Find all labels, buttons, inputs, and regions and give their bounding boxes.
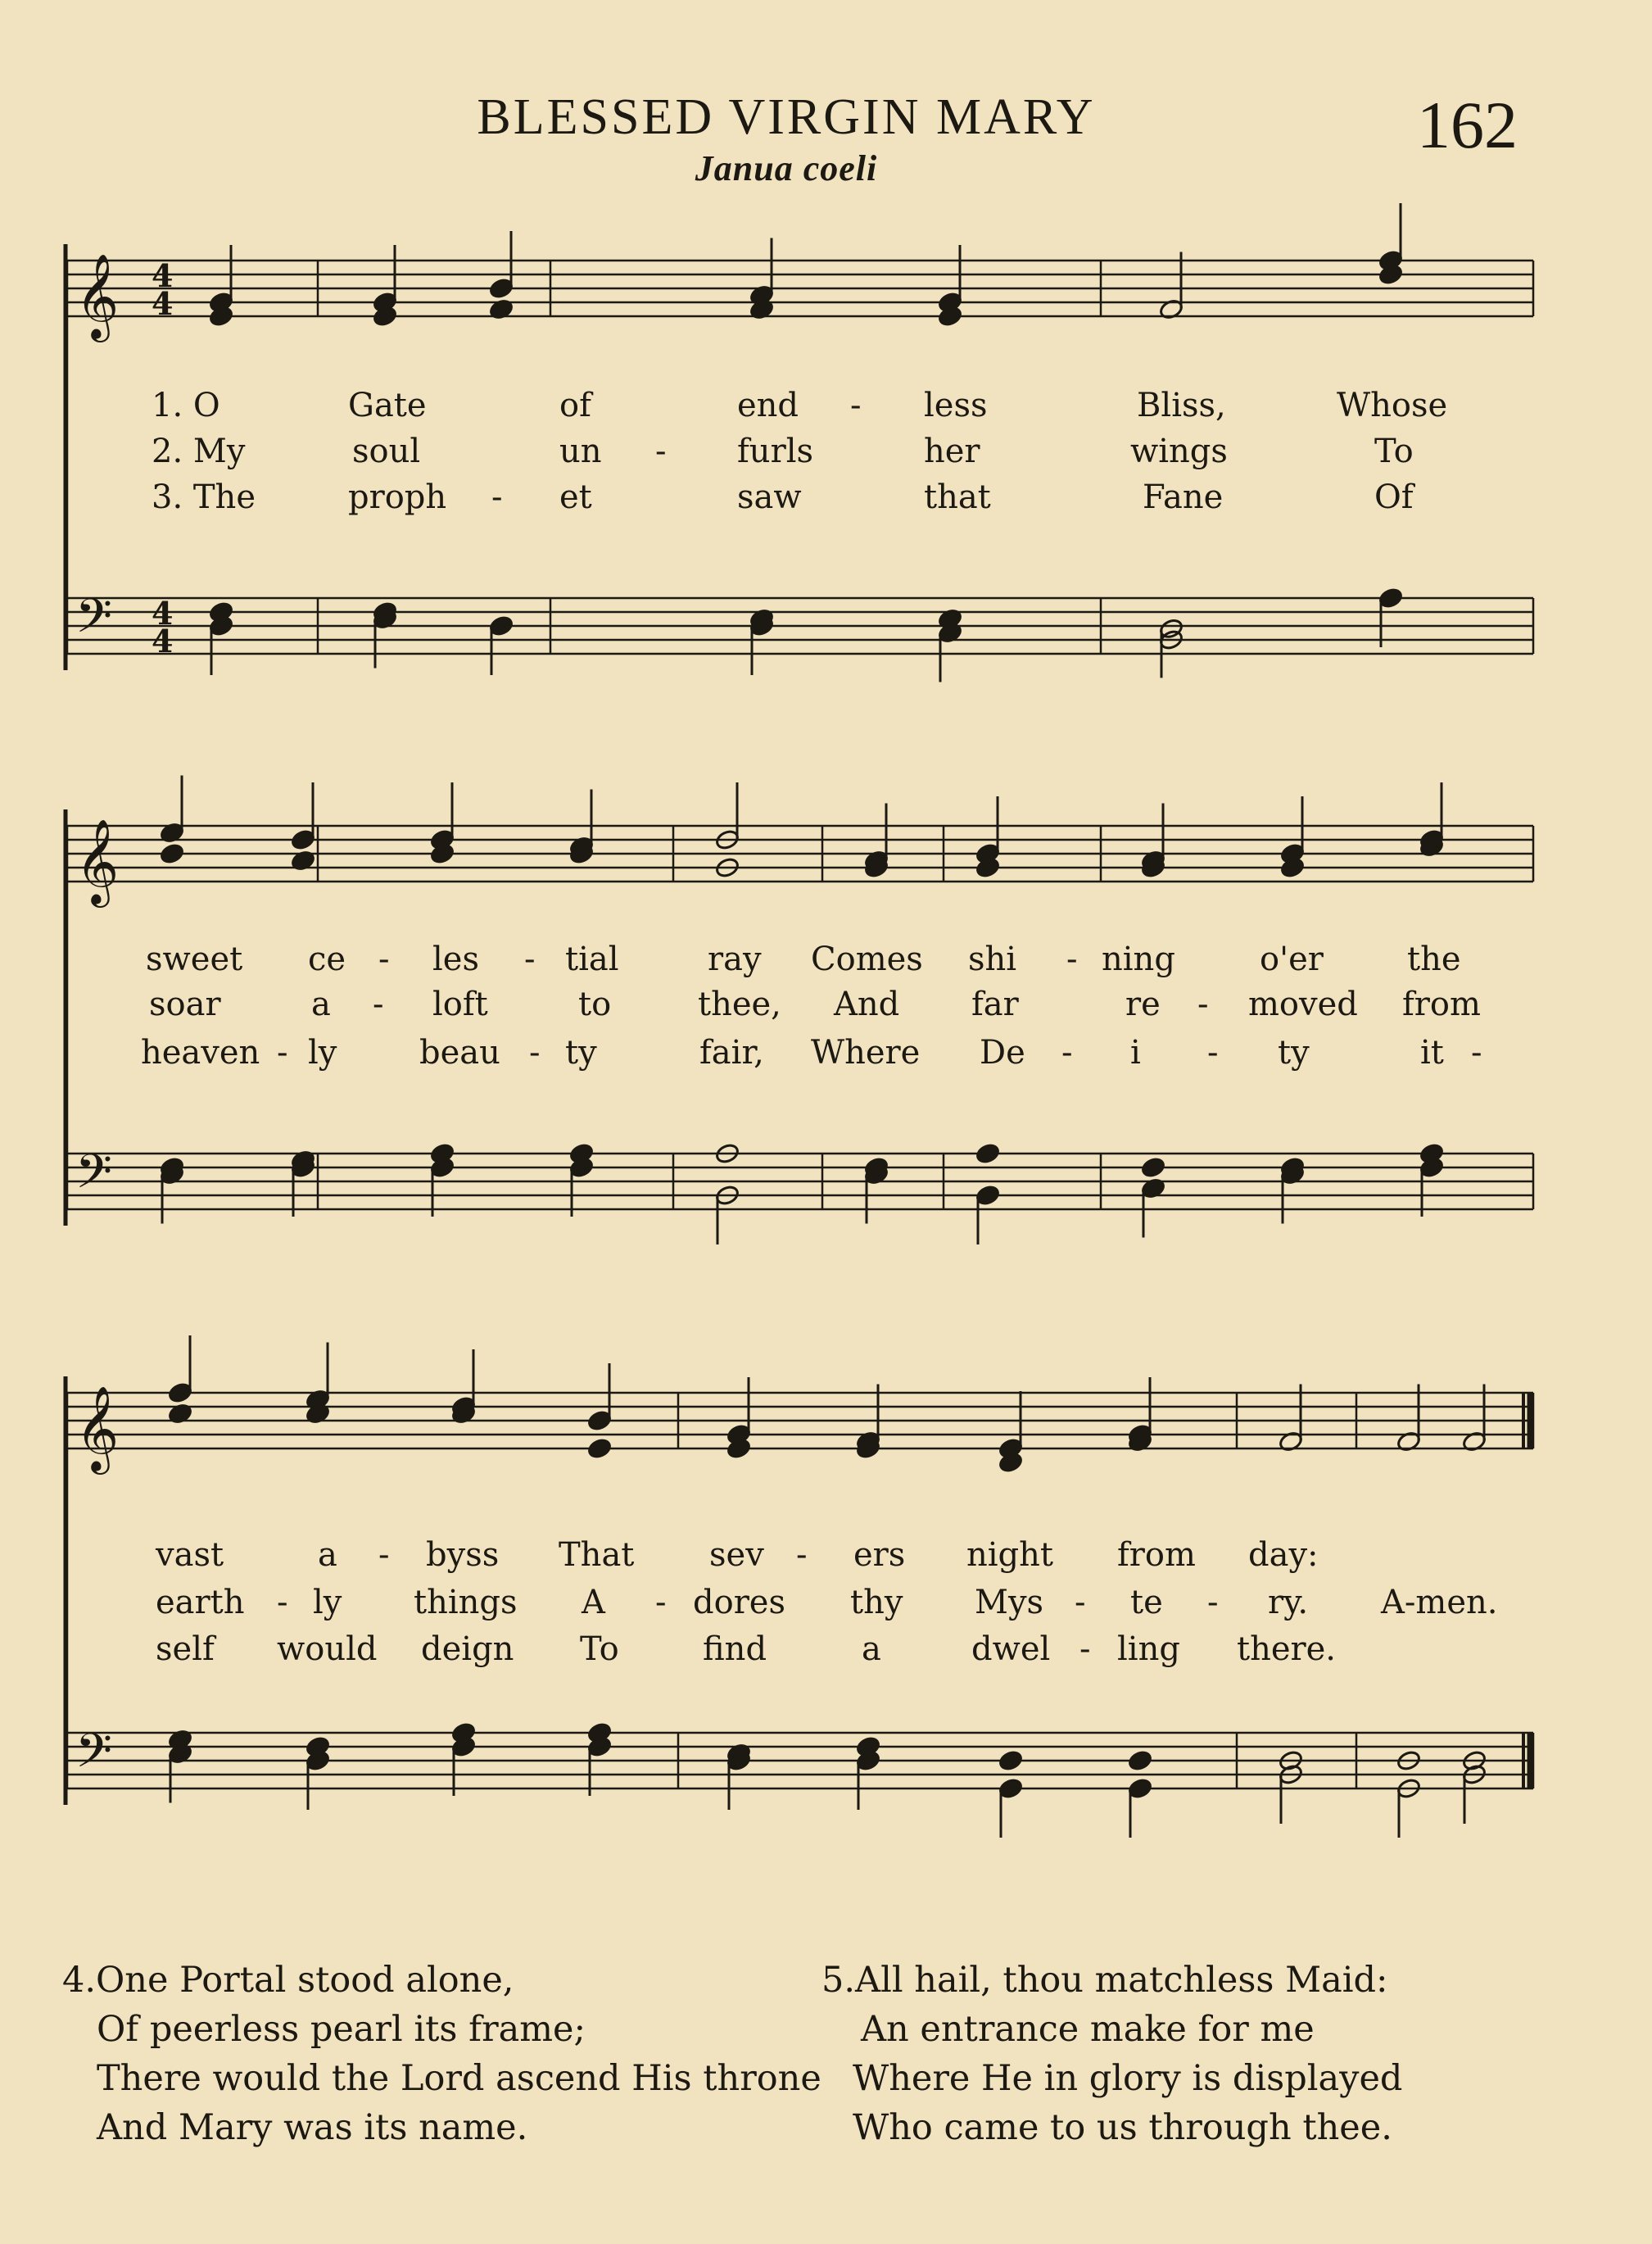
lyric-word: Comes: [811, 941, 923, 978]
lyric-word: find: [703, 1630, 767, 1668]
stanza-line: Who came to us through thee.: [853, 2107, 1392, 2148]
stanza-line: There would the Lord ascend His throne: [97, 2058, 821, 2099]
lyric-word: things: [414, 1584, 518, 1621]
lyric-word: 3. The: [152, 478, 256, 516]
lyric-word: -: [655, 1584, 667, 1621]
lyric-word: -: [655, 433, 667, 470]
notehead: [1140, 1156, 1165, 1178]
lyric-word: day:: [1248, 1536, 1319, 1574]
lyric-word: a: [862, 1630, 881, 1668]
lyric-word: les: [432, 941, 479, 978]
lyric-word: -: [529, 1034, 541, 1072]
lyric-word: i: [1130, 1034, 1141, 1072]
lyric-word: A-men.: [1381, 1584, 1498, 1621]
stanza-line: Of peerless pearl its frame;: [97, 2009, 586, 2050]
lyric-word: would: [277, 1630, 378, 1668]
notehead: [159, 842, 184, 864]
lyric-word: Whose: [1337, 387, 1448, 424]
lyric-word: earth: [156, 1584, 245, 1621]
lyric-word: dwel: [971, 1630, 1051, 1668]
lyric-word: from: [1402, 986, 1481, 1023]
lyric-word: -: [1197, 986, 1209, 1023]
lyric-word: ly: [308, 1034, 337, 1072]
lyric-word: 2. My: [152, 433, 246, 470]
treble-clef-icon: 𝄞: [75, 1385, 120, 1471]
stanza-line: Where He in glory is displayed: [853, 2058, 1403, 2099]
hymn-number: 162: [1417, 88, 1518, 162]
treble-clef-icon: 𝄞: [75, 253, 120, 339]
lyric-word: Fane: [1143, 478, 1224, 516]
lyric-word: dores: [693, 1584, 786, 1621]
lyric-word: sweet: [146, 941, 243, 978]
time-signature-denominator: 4: [152, 623, 174, 660]
notehead: [975, 1142, 1000, 1164]
bass-clef-icon: 𝄢: [75, 588, 113, 655]
stanza-4: [62, 1956, 821, 2152]
lyric-word: self: [156, 1630, 215, 1668]
lyric-word: it: [1420, 1034, 1444, 1072]
lyric-word: De: [980, 1034, 1025, 1072]
lyric-word: un: [559, 433, 602, 470]
lyric-word: ning: [1102, 941, 1175, 978]
lyric-word: loft: [432, 986, 488, 1023]
lyric-word: te: [1130, 1584, 1163, 1621]
lyric-word: deign: [421, 1630, 514, 1668]
lyric-word: To: [1374, 433, 1414, 470]
stanza-line: 4.One Portal stood alone,: [62, 1960, 514, 2001]
lyric-word: shi: [968, 941, 1017, 978]
hymn-title: BLESSED VIRGIN MARY: [477, 89, 1096, 145]
lyric-word: Of: [1374, 478, 1414, 516]
lyric-word: from: [1117, 1536, 1196, 1574]
lyric-word: end: [737, 387, 799, 424]
lyric-word: a: [311, 986, 331, 1023]
lyric-word: -: [1079, 1630, 1091, 1668]
lyric-word: heaven: [141, 1034, 260, 1072]
bass-clef-icon: 𝄢: [75, 1144, 113, 1211]
lyric-word: That: [559, 1536, 635, 1574]
lyric-word: -: [1207, 1034, 1219, 1072]
lyric-word: vast: [156, 1536, 224, 1574]
lyric-word: far: [971, 986, 1019, 1023]
lyric-word: -: [491, 478, 503, 516]
lyric-word: ling: [1117, 1630, 1180, 1668]
lyric-word: -: [378, 941, 390, 978]
hymn-subtitle: Janua coeli: [695, 148, 878, 188]
lyric-word: thee,: [698, 986, 781, 1023]
lyric-word: ty: [565, 1034, 597, 1072]
lyric-word: to: [578, 986, 612, 1023]
lyric-word: And: [834, 986, 900, 1023]
notehead: [998, 1749, 1023, 1771]
lyric-word: To: [580, 1630, 619, 1668]
lyric-word: re: [1125, 986, 1161, 1023]
stanza-line: And Mary was its name.: [97, 2107, 528, 2148]
lyric-word: Mys: [975, 1584, 1044, 1621]
lyric-word: -: [1061, 1034, 1073, 1072]
lyric-word: ce: [308, 941, 346, 978]
lyric-word: -: [1075, 1584, 1086, 1621]
notehead: [586, 1437, 612, 1459]
lyric-word: the: [1407, 941, 1461, 978]
time-signature-numerator: 4: [152, 595, 174, 632]
lyric-word: -: [277, 1584, 288, 1621]
lyric-word: -: [1066, 941, 1078, 978]
lyric-word: -: [378, 1536, 390, 1574]
lyric-word: -: [1207, 1584, 1219, 1621]
treble-clef-icon: 𝄞: [75, 818, 120, 904]
notehead: [1127, 1749, 1152, 1771]
lyric-word: thy: [850, 1584, 903, 1621]
lyric-word: that: [924, 478, 991, 516]
bass-clef-icon: 𝄢: [75, 1723, 113, 1790]
lyric-word: -: [850, 387, 862, 424]
lyric-word: Gate: [348, 387, 427, 424]
time-signature-denominator: 4: [152, 285, 174, 322]
stanza-5: [821, 1956, 1402, 2152]
lyric-word: A: [582, 1584, 605, 1621]
lyric-line: [152, 387, 220, 424]
lyric-word: proph: [348, 478, 447, 516]
lyric-word: Bliss,: [1137, 387, 1226, 424]
lyric-word: -: [796, 1536, 808, 1574]
lyric-word: -: [1471, 1034, 1482, 1072]
lyric-word: sev: [709, 1536, 764, 1574]
lyric-word: night: [966, 1536, 1053, 1574]
lyric-word: furls: [737, 433, 814, 470]
lyric-word: soul: [352, 433, 421, 470]
lyric-word: there.: [1237, 1630, 1337, 1668]
lyric-word: her: [924, 433, 980, 470]
stanza-line: An entrance make for me: [861, 2009, 1315, 2050]
lyric-word: wings: [1130, 433, 1228, 470]
lyric-word: ry.: [1268, 1584, 1309, 1621]
lyric-word: -: [373, 986, 384, 1023]
lyric-word: -: [524, 941, 536, 978]
time-signature-numerator: 4: [152, 257, 174, 294]
lyric-word: Where: [811, 1034, 921, 1072]
lyric-word: less: [924, 387, 988, 424]
lyric-word: moved: [1248, 986, 1358, 1023]
lyric-word: byss: [426, 1536, 500, 1574]
lyric-word: -: [277, 1034, 288, 1072]
lyric-word: et: [559, 478, 592, 516]
lyric-word: o'er: [1260, 941, 1324, 978]
lyric-word: ly: [313, 1584, 342, 1621]
lyric-word: of: [559, 387, 591, 424]
lyric-word: beau: [419, 1034, 500, 1072]
lyric-word: soar: [149, 986, 221, 1023]
lyric-word: 1. O: [152, 387, 220, 424]
lyric-word: ty: [1278, 1034, 1310, 1072]
lyric-word: a: [318, 1536, 337, 1574]
lyric-word: ers: [853, 1536, 906, 1574]
lyric-word: fair,: [699, 1034, 764, 1072]
lyric-word: ray: [708, 941, 762, 978]
lyric-word: tial: [565, 941, 619, 978]
lyric-word: saw: [737, 478, 802, 516]
stanza-line: 5.All hail, thou matchless Maid:: [821, 1960, 1388, 2001]
